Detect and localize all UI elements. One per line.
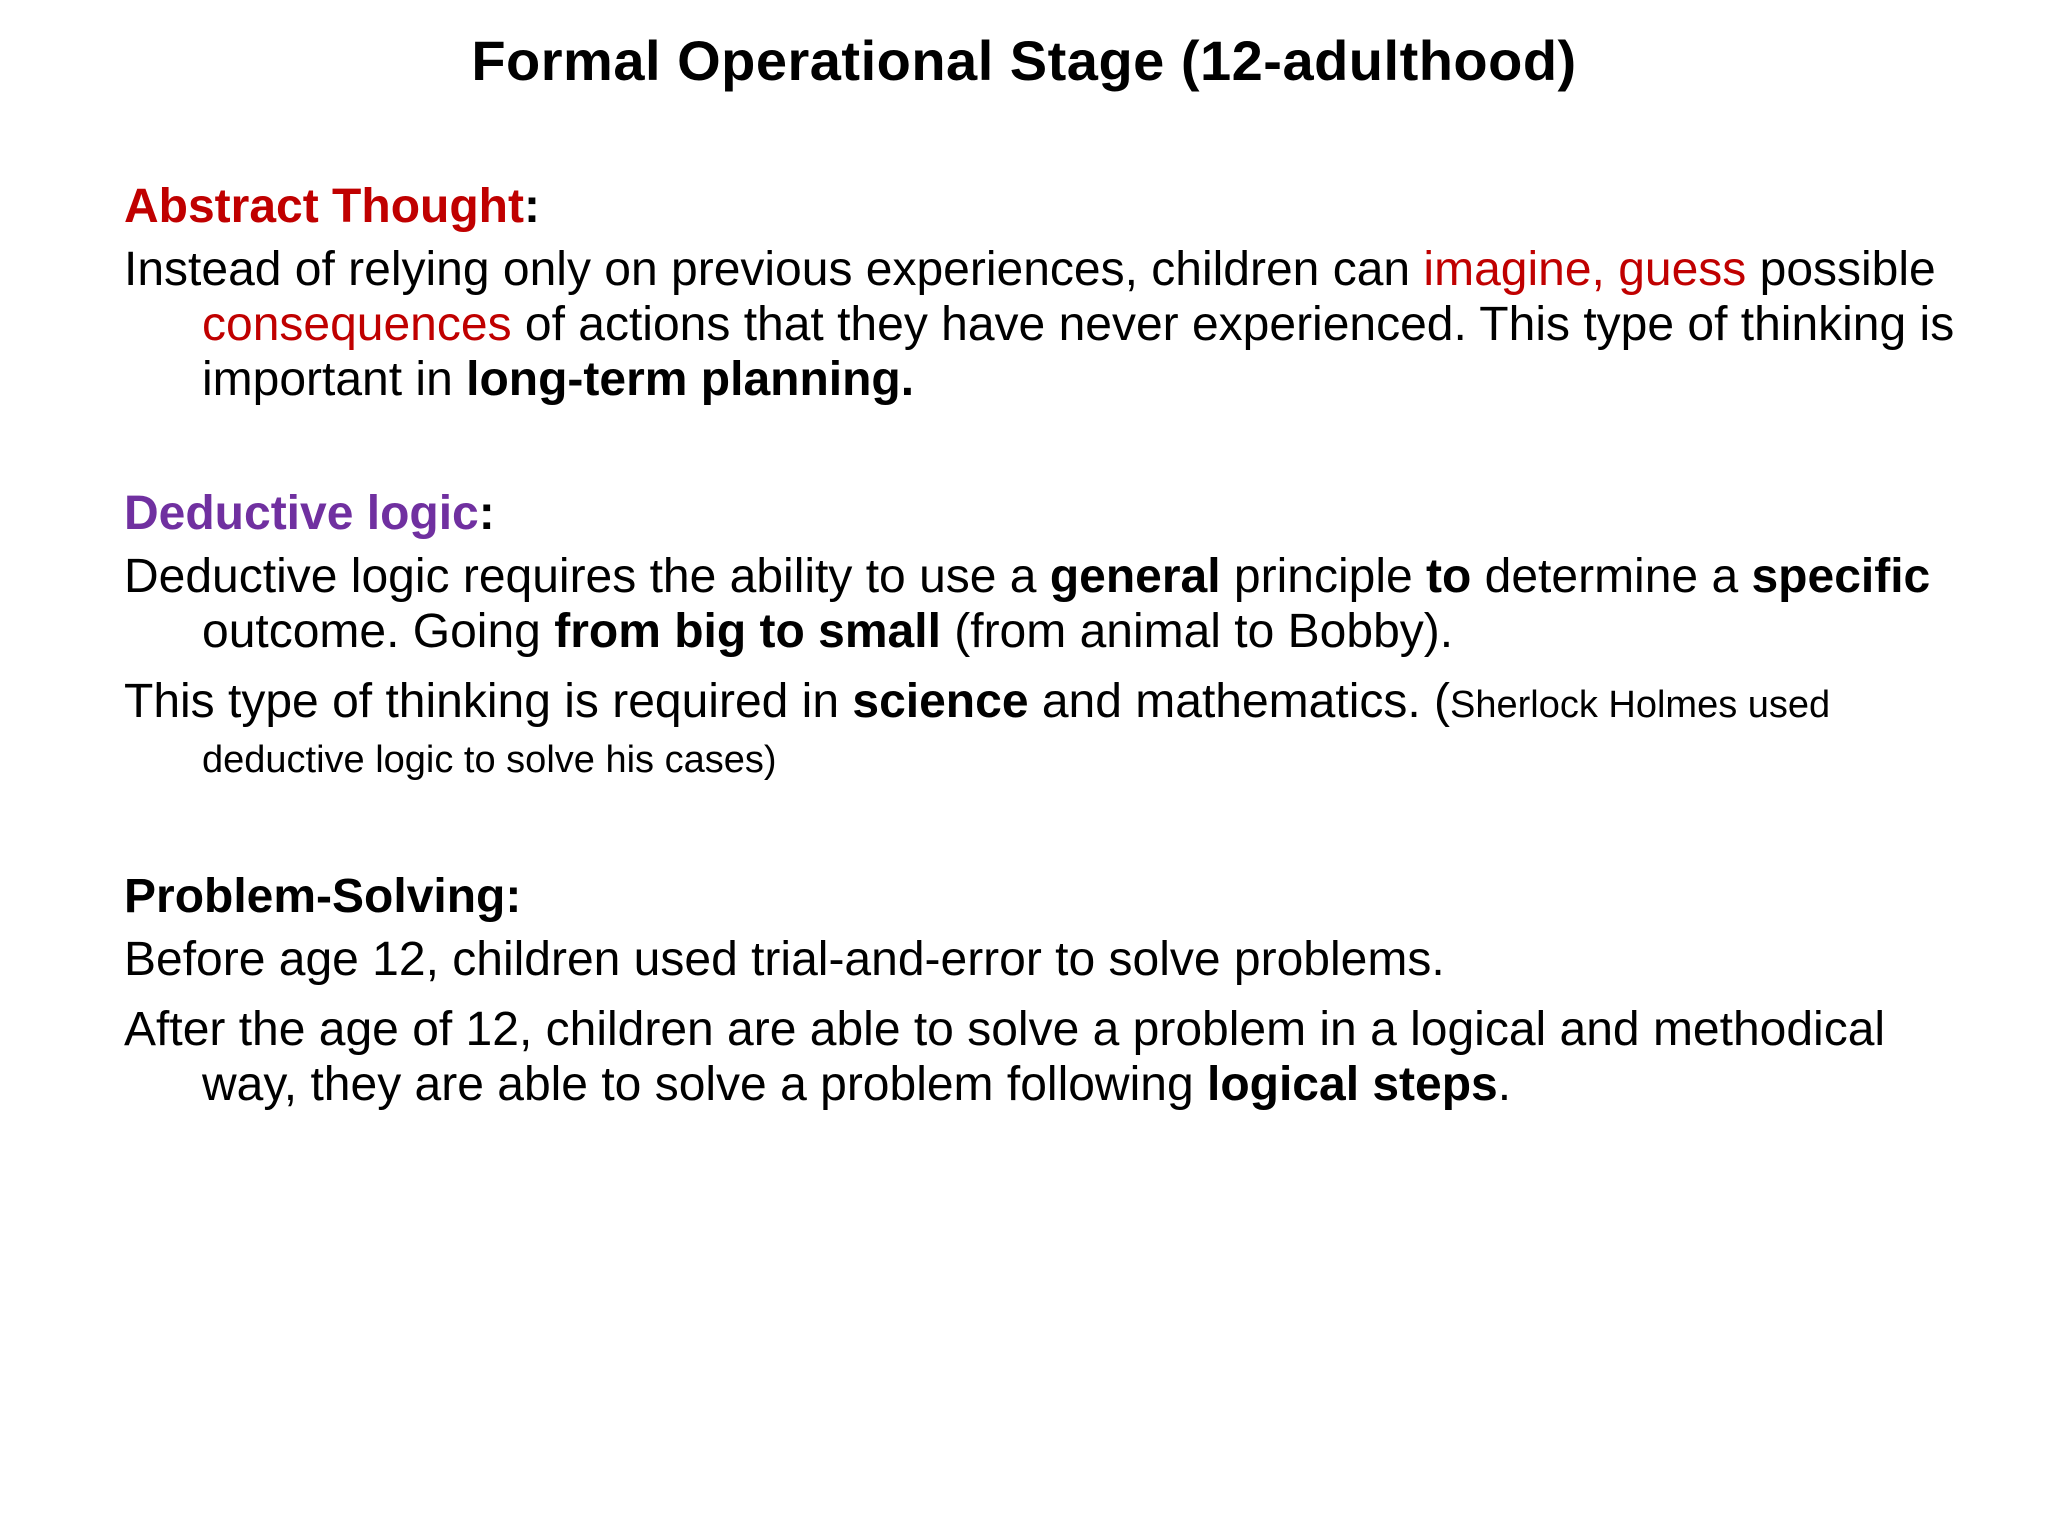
deductive-text-4: outcome. Going <box>202 605 555 658</box>
abstract-highlight-imagine-guess: imagine, guess <box>1423 243 1747 296</box>
deductive-logic-paragraph-2 <box>124 674 1964 784</box>
spacer <box>124 784 1964 864</box>
abstract-highlight-consequences: consequences <box>202 298 512 351</box>
abstract-thought-paragraph <box>124 242 1964 407</box>
spacer <box>124 407 1964 481</box>
abstract-text-2: possible <box>1746 243 1936 296</box>
deductive-logic-heading-text: Deductive logic <box>124 487 479 540</box>
abstract-thought-heading <box>124 174 1964 240</box>
problem-bold-logical-steps: logical steps <box>1206 1058 1498 1111</box>
deductive-bold-big-to-small: from big to small <box>554 605 941 658</box>
deductive-bold-general: general <box>1049 550 1221 603</box>
deductive-bold-to: to <box>1426 550 1472 603</box>
deductive-text-3: determine a <box>1471 550 1752 603</box>
deductive-logic-paragraph-1 <box>124 549 1964 659</box>
abstract-bold-long-term-planning: long-term planning. <box>466 353 915 406</box>
problem-text-1: After the age of 12, children are able to solve a problem in a logical and methodical way, they are able to solve a problem following <box>124 1003 1886 1111</box>
deductive-p2-text-1: This type of thinking is required in <box>124 675 853 728</box>
deductive-logic-heading <box>124 481 1964 547</box>
problem-solving-paragraph-2 <box>124 1002 1964 1112</box>
abstract-thought-heading-text: Abstract Thought <box>124 180 524 233</box>
abstract-text-3: of actions that they have never experienced. This type of thinking is important in <box>202 298 1955 406</box>
slide-title: Formal Operational Stage (12-adulthood) <box>471 29 1577 92</box>
sherlock-holmes-note: Sherlock Holmes used deductive logic to solve his cases) <box>202 684 1831 781</box>
deductive-logic-heading-colon: : <box>478 487 495 540</box>
deductive-bold-specific: specific <box>1751 550 1931 603</box>
abstract-thought-heading-colon: : <box>523 180 540 233</box>
problem-text-2: . <box>1497 1058 1512 1111</box>
slide-body <box>124 174 1964 1112</box>
problem-solving-paragraph-1: Before age 12, children used trial-and-error to solve problems. <box>124 933 1445 986</box>
deductive-text-2: principle <box>1220 550 1427 603</box>
deductive-p2-text-2: and mathematics. ( <box>1028 675 1451 728</box>
deductive-bold-science: science <box>852 675 1029 728</box>
abstract-text-1: Instead of relying only on previous experiences, children can <box>124 243 1424 296</box>
deductive-text-1: Deductive logic requires the ability to use a <box>124 550 1050 603</box>
problem-solving-heading: Problem-Solving: <box>124 870 522 923</box>
deductive-text-5: (from animal to Bobby). <box>940 605 1454 658</box>
